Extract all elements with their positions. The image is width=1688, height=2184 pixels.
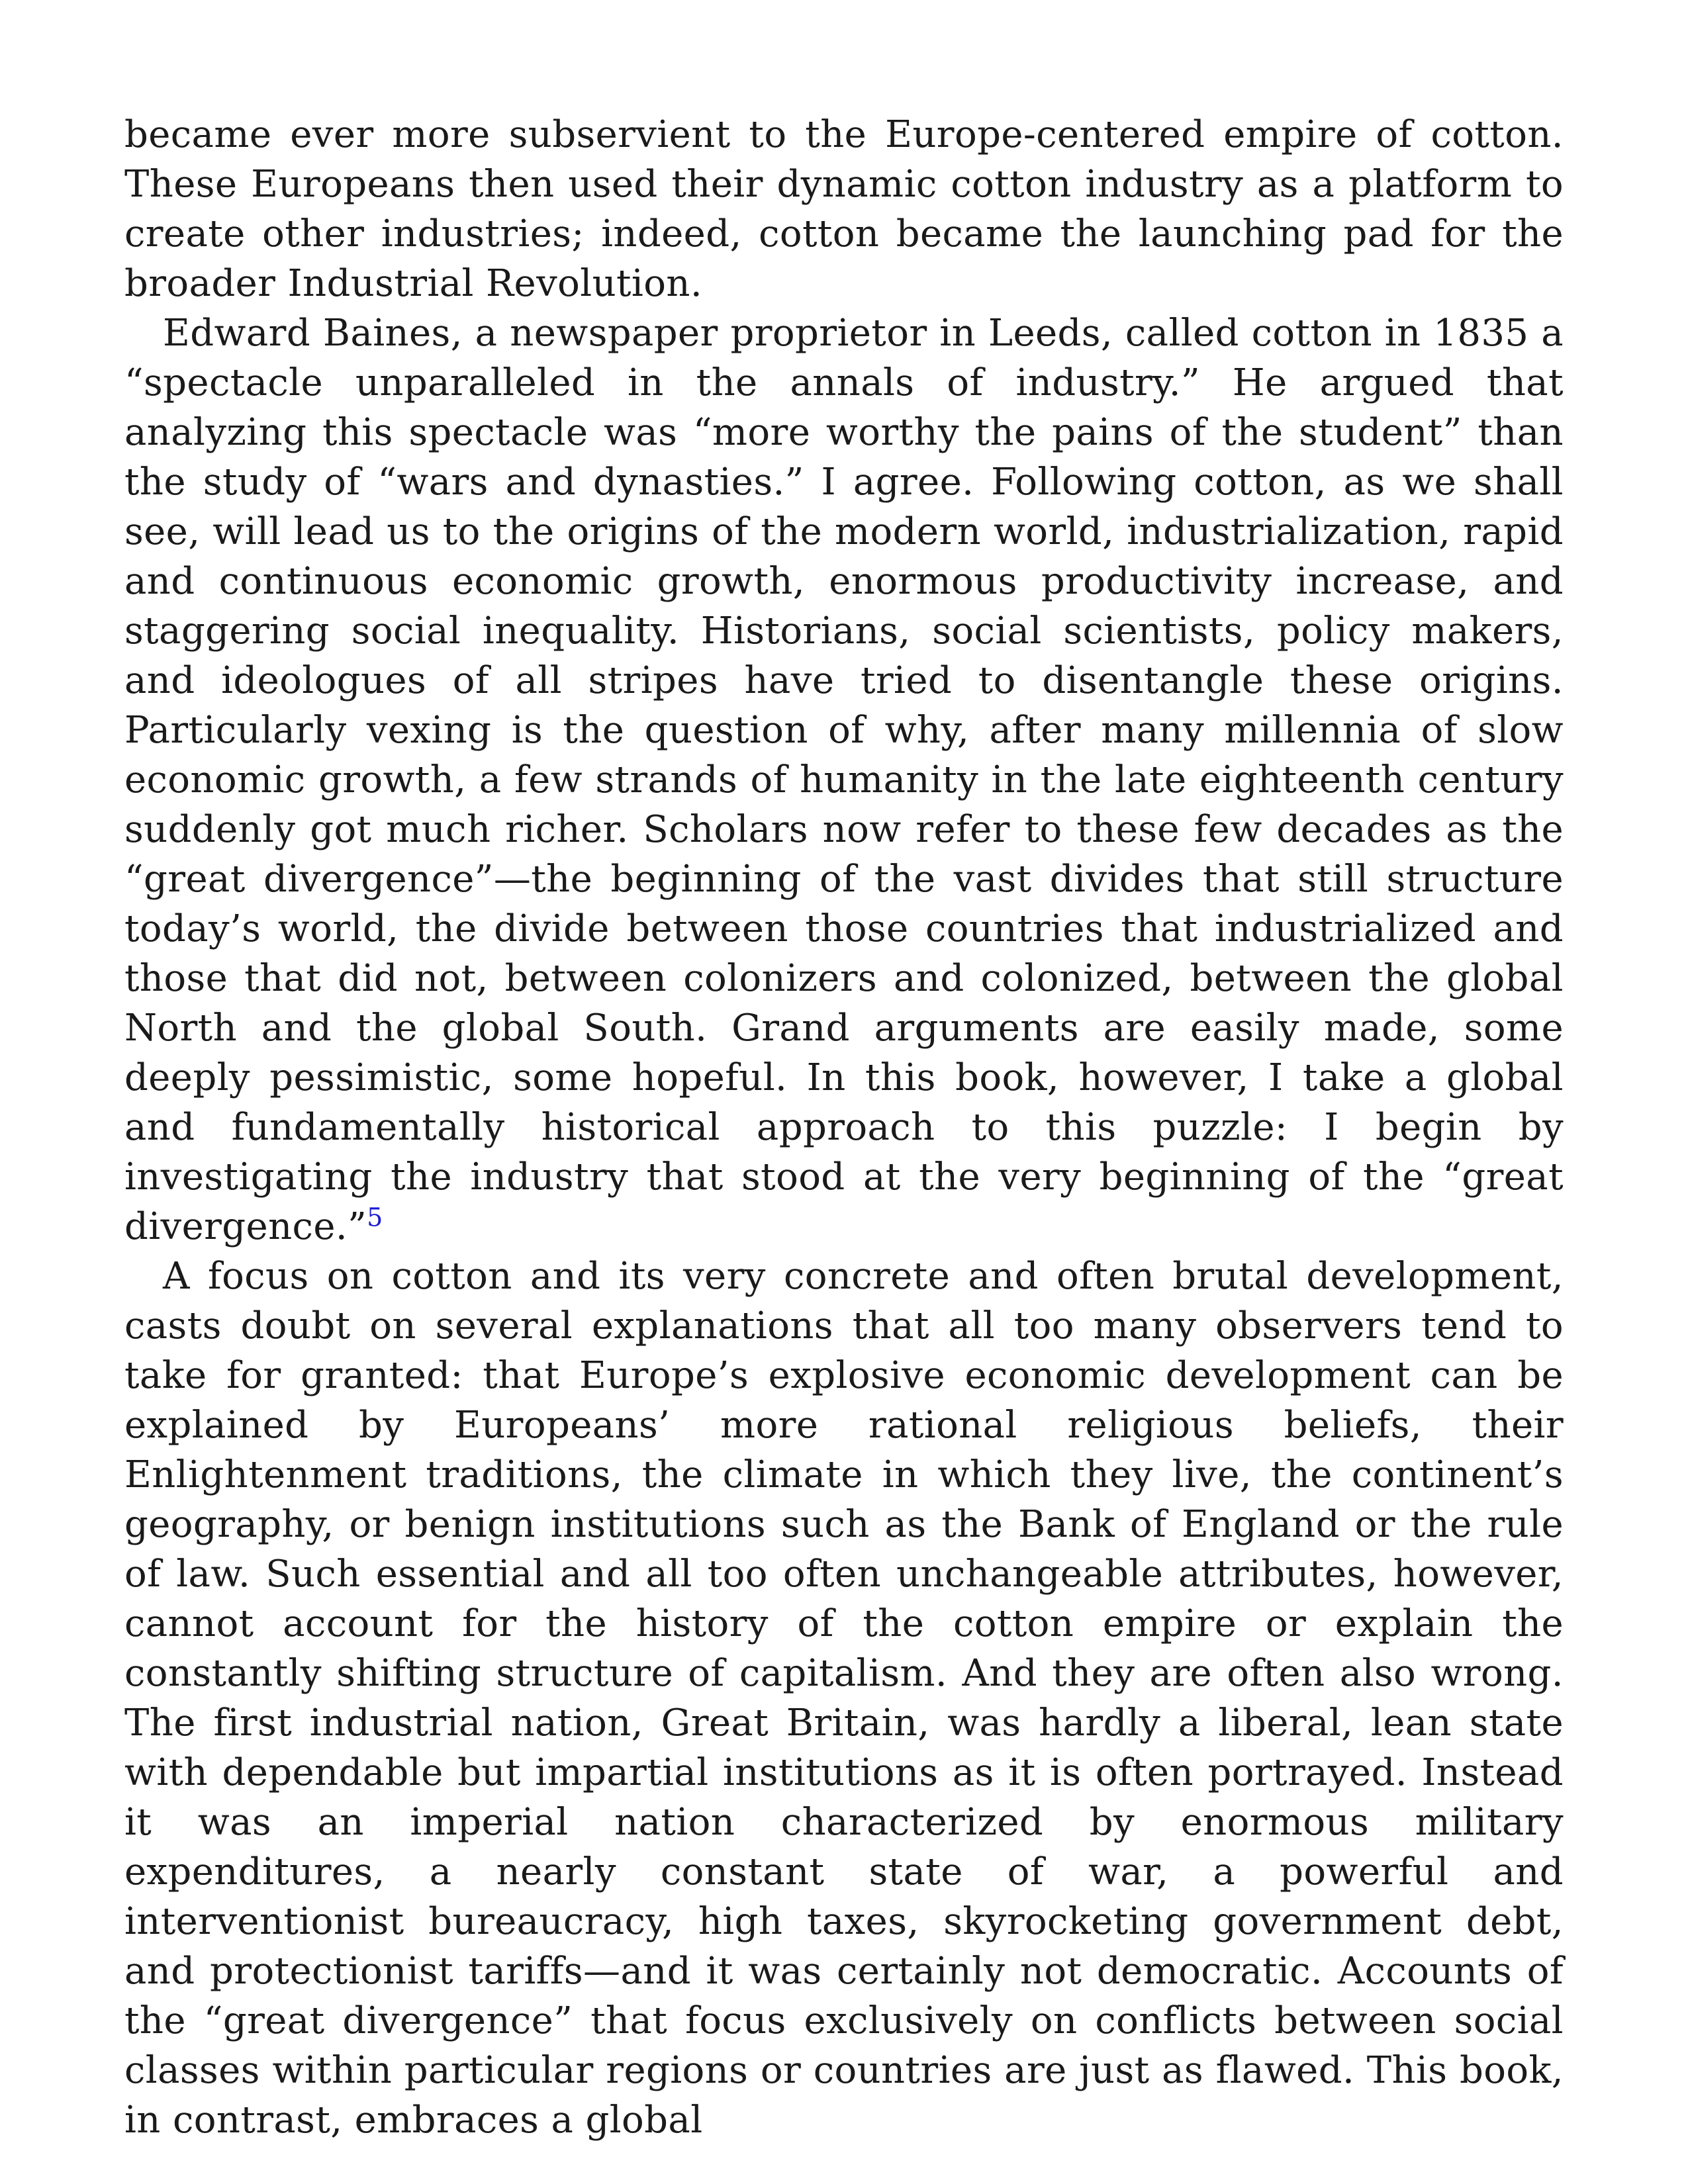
paragraph-cotton-focus — [124, 1251, 1564, 2145]
paragraph-text: A focus on cotton and its very concrete and often brutal development, casts doubt on several explanations that all too many observers tend to take for granted: that Europe’s explosive economic development can be explained by Europeans’ more rational religious beliefs, their Enlightenment traditions, the climate in which they live, the continent’s geography, or benign institutions such as the Bank of England or the rule of law. Such essential and all too often unchangeable attributes, however, cannot account for the history of the cotton empire or explain the constantly shifting structure of capitalism. And they are often also wrong. The first industrial nation, Great Britain, was hardly a liberal, lean state with dependable but impartial institutions as it is often portrayed. Instead it was an imperial nation characterized by enormous military expenditures, a nearly constant state of war, a powerful and interventionist bureaucracy, high taxes, skyrocketing government debt, and protectionist tariffs—and it was certainly not democratic. Accounts of the “great divergence” that focus exclusively on conflicts between social classes within particular regions or countries are just as flawed. This book, in contrast, embraces a global — [124, 1255, 1564, 2142]
paragraph-text: became ever more subservient to the Europe-centered empire of cotton. These Europeans then used their dynamic cotton industry as a platform to create other industries; indeed, cotton became the launching pad for the broader Industrial Revolution. — [124, 113, 1564, 305]
paragraph-continuation — [124, 110, 1564, 308]
footnote-link[interactable]: 5 — [367, 1203, 383, 1232]
paragraph-text: Edward Baines, a newspaper proprietor in Leeds, called cotton in 1835 a “spectacle unparalleled in the annals of industry.” He argued that analyzing this spectacle was “more worthy the pains of the student” than the study of “wars and dynasties.” I agree. Following cotton, as we shall see, will lead us to the origins of the modern world, industrialization, rapid and continuous economic growth, enormous productivity increase, and staggering social inequality. Historians, social scientists, policy makers, and ideologues of all stripes have tried to disentangle these origins. Particularly vexing is the question of why, after many millennia of slow economic growth, a few strands of humanity in the late eighteenth century suddenly got much richer. Scholars now refer to these few decades as the “great divergence”—the beginning of the vast divides that still structure today’s world, the divide between those countries that industrialized and those that did not, between colonizers and colonized, between the global North and the global South. Grand arguments are easily made, some deeply pessimistic, some hopeful. In this book, however, I take a global and fundamentally historical approach to this puzzle: I begin by investigating the industry that stood at the very beginning of the “great divergence.” — [124, 312, 1564, 1248]
book-page — [124, 110, 1564, 2145]
paragraph-baines — [124, 308, 1564, 1251]
